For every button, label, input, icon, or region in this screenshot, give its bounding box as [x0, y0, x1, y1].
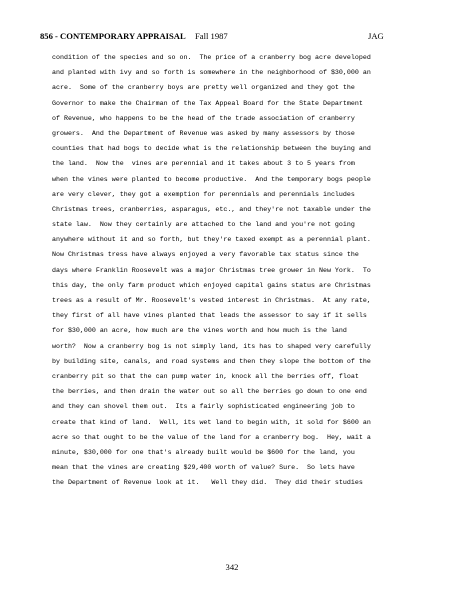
text-line: growers. And the Department of Revenue was asked by many assessors by those [52, 128, 355, 137]
text-line: the land. Now the vines are perennial and it takes about 3 to 5 years from [52, 159, 355, 168]
text-line: mean that the vines are creating $29,400 worth of value? Sure. So lets have [52, 463, 355, 472]
text-line: minute, $30,000 for one that's already built would be $600 for the land, you [52, 447, 355, 456]
issue-date: Fall 1987 [195, 31, 228, 41]
text-line: by building site, canals, and road systems and then they slope the bottom of the [52, 356, 371, 365]
journal-title: 856 - CONTEMPORARY APPRAISAL [40, 31, 186, 41]
text-line: acre so that ought to be the value of the land for a cranberry bog. Hey, wait a [52, 432, 371, 441]
text-line: worth? Now a cranberry bog is not simply land, its has to shaped very carefully [52, 341, 371, 350]
text-line: cranberry pit so that the can pump water in, knock all the berries off, float [52, 371, 359, 380]
text-line: this day, the only farm product which enjoyed capital gains status are Christmas [52, 280, 371, 289]
text-line: are very clever, they got a exemption for perennials and perennials includes [52, 189, 355, 198]
text-line: counties that had bogs to decide what is the relationship between the buying and [52, 144, 371, 153]
text-line: days where Franklin Roosevelt was a major Christmas tree grower in New York. To [52, 265, 371, 274]
running-header [40, 30, 424, 42]
text-line: anywhere without it and so forth, but they're taxed exempt as a perennial plant. [52, 235, 371, 244]
text-line: the Department of Revenue look at it. Well they did. They did their studies [52, 478, 363, 487]
text-line: condition of the species and so on. The price of a cranberry bog acre developed [52, 53, 371, 61]
text-line: the berries, and then drain the water out so all the berries go down to one end [52, 387, 367, 396]
text-line: trees as a result of Mr. Roosevelt's vested interest in Christmas. At any rate, [52, 296, 371, 304]
text-line: when the vines were planted to become productive. And the temporary bogs people [52, 174, 371, 183]
author-initials: JAG [368, 31, 384, 41]
page-number: 342 [225, 562, 239, 572]
text-line: Christmas trees, cranberries, asparagus, etc., and they're not taxable under the [52, 204, 371, 213]
text-line: and planted with ivy and so forth is somewhere in the neighborhood of $30,000 an [52, 68, 371, 77]
text-line: of Revenue, who happens to be the head of the trade association of cranberry [52, 113, 355, 122]
text-line: for $30,000 an acre, how much are the vines worth and how much is the land [52, 326, 347, 335]
text-line: acre. Some of the cranberry boys are pretty well organized and they got the [52, 83, 355, 92]
text-line: Governor to make the Chairman of the Tax Appeal Board for the State Department [52, 98, 363, 107]
text-line: create that kind of land. Well, its wet land to begin with, it sold for $600 an [52, 417, 371, 426]
text-line: state law. Now they certainly are attached to the land and you're not going [52, 220, 355, 229]
transcript-body [52, 50, 432, 490]
text-line: and they can shovel them out. Its a fairly sophisticated engineering job to [52, 402, 355, 411]
text-line: Now Christmas tress have always enjoyed a very favorable tax status since the [52, 250, 359, 259]
text-line: they first of all have vines planted that leads the assessor to say if it sells [52, 311, 367, 320]
